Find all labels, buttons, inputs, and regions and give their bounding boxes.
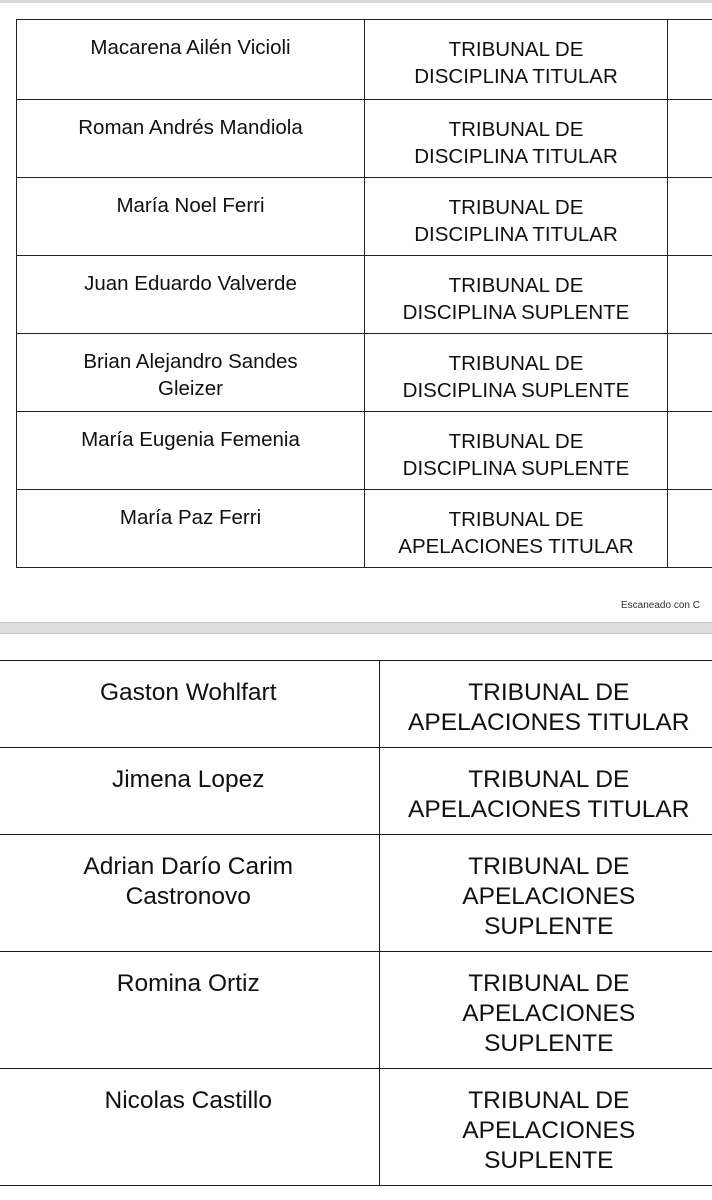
member-name: María Eugenia Femenia	[81, 428, 300, 451]
member-role-line-3: SUPLENTE	[484, 1030, 614, 1057]
member-role-line-1: TRIBUNAL DE	[448, 352, 584, 375]
member-name-cell	[0, 661, 379, 748]
member-name-cell	[17, 256, 365, 334]
member-name-cell	[17, 100, 365, 178]
member-role-line-2: APELACIONES	[462, 883, 636, 910]
member-role-line-1: TRIBUNAL DE	[448, 118, 584, 141]
member-role-line-1: TRIBUNAL DE	[448, 274, 584, 297]
member-name: Macarena Ailén Vicioli	[90, 36, 291, 59]
table-row	[17, 412, 712, 490]
member-role-cell	[365, 490, 668, 568]
table-row	[17, 256, 712, 334]
member-name-cell	[0, 1069, 379, 1186]
member-role-cell	[379, 952, 712, 1069]
member-role-line-2: APELACIONES	[462, 1000, 636, 1027]
member-role-line-2: DISCIPLINA SUPLENTE	[402, 301, 630, 324]
member-role-line-1: TRIBUNAL DE	[468, 766, 630, 793]
member-role-line-1: TRIBUNAL DE	[468, 679, 630, 706]
member-name: María Noel Ferri	[116, 194, 265, 217]
member-name: Roman Andrés Mandiola	[78, 116, 303, 139]
table-row	[17, 100, 712, 178]
member-role-line-2: DISCIPLINA SUPLENTE	[402, 457, 630, 480]
member-name: Gaston Wohlfart	[99, 679, 277, 706]
member-role-cell	[365, 178, 668, 256]
table-row	[0, 748, 712, 835]
member-role-line-2: DISCIPLINA TITULAR	[414, 65, 618, 88]
member-role-cell	[379, 835, 712, 952]
member-name: Jimena Lopez	[111, 766, 265, 793]
member-role-line-2: DISCIPLINA SUPLENTE	[402, 379, 630, 402]
member-name-cell	[0, 835, 379, 952]
table-row	[0, 952, 712, 1069]
table-row	[17, 334, 712, 412]
member-role-line-2: APELACIONES TITULAR	[408, 709, 690, 736]
members-table-page-2	[0, 660, 712, 1186]
member-name-cell	[0, 952, 379, 1069]
member-name: María Paz Ferri	[119, 506, 262, 529]
member-role-cell	[365, 100, 668, 178]
member-role-line-1: TRIBUNAL DE	[448, 430, 584, 453]
member-name-cell	[17, 490, 365, 568]
member-name-cell	[17, 334, 365, 412]
scanned-page-2	[0, 634, 712, 1200]
member-role-line-3: SUPLENTE	[484, 913, 614, 940]
members-table-page-1	[16, 19, 712, 568]
empty-cell	[668, 412, 712, 490]
member-name-cell	[17, 412, 365, 490]
table-row	[0, 661, 712, 748]
member-name-cell	[17, 20, 365, 100]
member-role-cell	[379, 748, 712, 835]
empty-cell	[668, 100, 712, 178]
member-role-line-1: TRIBUNAL DE	[468, 970, 630, 997]
member-role-line-3: SUPLENTE	[484, 1147, 614, 1174]
empty-cell	[668, 490, 712, 568]
page-divider	[0, 622, 712, 634]
member-name-cell	[0, 748, 379, 835]
member-role-line-1: TRIBUNAL DE	[448, 196, 584, 219]
member-name-cell	[17, 178, 365, 256]
member-role-line-2: APELACIONES TITULAR	[408, 796, 690, 823]
empty-cell	[668, 334, 712, 412]
member-name: Nicolas Castillo	[104, 1087, 272, 1114]
member-role-cell	[365, 334, 668, 412]
member-role-line-1: TRIBUNAL DE	[468, 1087, 630, 1114]
member-name: Juan Eduardo Valverde	[84, 272, 297, 295]
table-row	[17, 490, 712, 568]
member-name-line-2: Castronovo	[125, 883, 251, 910]
member-name: Romina Ortiz	[116, 970, 260, 997]
member-role-line-2: APELACIONES TITULAR	[398, 535, 634, 558]
member-role-line-2: DISCIPLINA TITULAR	[414, 223, 618, 246]
member-name-line-1: Adrian Darío Carim	[83, 853, 294, 880]
member-name-line-1: Brian Alejandro Sandes	[83, 350, 298, 373]
table-row	[17, 178, 712, 256]
member-role-line-1: TRIBUNAL DE	[468, 853, 630, 880]
member-role-cell	[379, 1069, 712, 1186]
empty-cell	[668, 256, 712, 334]
member-role-cell	[365, 20, 668, 100]
member-role-cell	[365, 256, 668, 334]
member-role-cell	[379, 661, 712, 748]
member-role-line-2: APELACIONES	[462, 1117, 636, 1144]
table-row	[0, 835, 712, 952]
member-role-line-2: DISCIPLINA TITULAR	[414, 145, 618, 168]
table-row	[0, 1069, 712, 1186]
member-name-line-2: Gleizer	[158, 377, 223, 400]
table-row	[17, 20, 712, 100]
scanner-watermark: Escaneado con C	[621, 600, 700, 611]
member-role-cell	[365, 412, 668, 490]
empty-cell	[668, 178, 712, 256]
member-role-line-1: TRIBUNAL DE	[448, 38, 584, 61]
empty-cell	[668, 20, 712, 100]
member-role-line-1: TRIBUNAL DE	[448, 508, 584, 531]
